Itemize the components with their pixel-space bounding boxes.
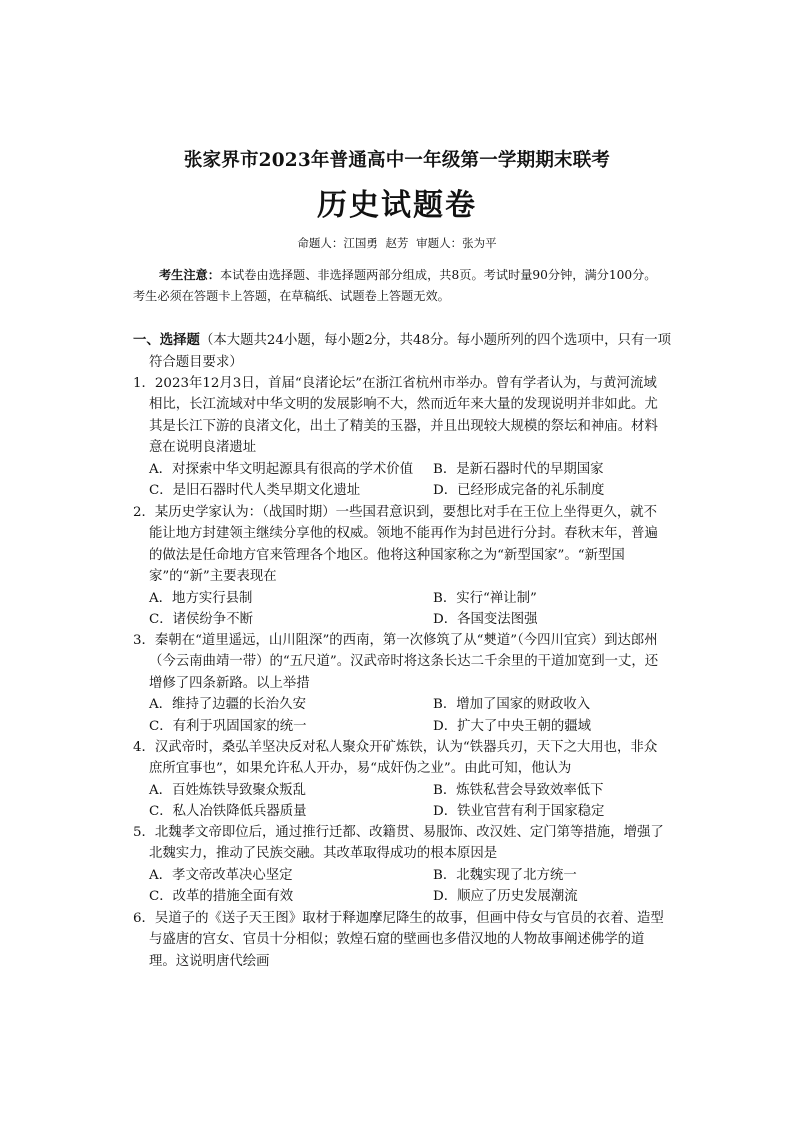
option-b: B．炼铁私营会导致效率低下 xyxy=(433,782,604,798)
option-b: B．是新石器时代的早期国家 xyxy=(433,461,604,477)
option-c: C．诸侯纷争不断 xyxy=(149,612,253,628)
question-stem: 3．秦朝在“道里遥远，山川阻深”的西南，第一次修筑了从“僰道”（今四川宜宾）到达郎州（今云南曲靖一带）的“五尺道”。汉武帝时将这条长达二千余里的干道加宽到一丈，还增修了四条新路。以上举措 xyxy=(133,633,659,691)
question-stem: 6．吴道子的《送子天王图》取材于释迦摩尼降生的故事，但画中侍女与官员的衣着、造型与盛唐的宫女、官员十分相似；敦煌石窟的壁画也多借汉地的人物故事阐述佛学的道理。这说明唐代绘画 xyxy=(133,911,664,969)
notice-text: 本试卷由选择题、非选择题两部分组成，共8页。考试时量90分钟，满分100分。考生必须在答题卡上答题，在草稿纸、试题卷上答题无效。 xyxy=(133,268,657,303)
option-a: A．对探索中华文明起源具有很高的学术价值 xyxy=(149,461,414,477)
question-1 xyxy=(133,373,668,501)
option-d: D．铁业官营有利于国家稳定 xyxy=(433,804,605,820)
option-d: D．顺应了历史发展潮流 xyxy=(433,889,578,905)
question-6 xyxy=(133,908,668,972)
option-c: C．私人冶铁降低兵器质量 xyxy=(149,804,307,820)
option-c: C．有利于巩固国家的统一 xyxy=(149,718,307,734)
option-b: B．北魏实现了北方统一 xyxy=(433,867,577,883)
question-stem: 2．某历史学家认为：（战国时期）一些国君意识到，要想比对手在王位上坐得更久，就不能让地方封建领主继续分享他的权威。领地不能再作为封邑进行分封。春秋末年，普遍的做法是任命地方官来管理各个地区。他将这种国家称之为“新型国家”。“新型国家”的“新”主要表现在 xyxy=(133,505,658,585)
option-d: D．各国变法图强 xyxy=(433,612,538,628)
question-2 xyxy=(133,502,668,630)
option-a: A．地方实行县制 xyxy=(149,590,253,606)
option-d: D．已经形成完备的礼乐制度 xyxy=(433,483,605,499)
question-stem: 1．2023年12月3日，首届“良渚论坛”在浙江省杭州市举办。曾有学者认为，与黄河流域相比，长江流域对中华文明的发展影响不大，然而近年来大量的发现说明并非如此。尤其是长江下游的良渚文化，出土了精美的玉器，并且出现较大规模的祭坛和神庙。材料意在说明良渚遗址 xyxy=(133,376,658,456)
question-5 xyxy=(133,822,668,908)
question-4 xyxy=(133,737,668,823)
option-a: A．维持了边疆的长治久安 xyxy=(149,697,306,713)
option-c: C．改革的措施全面有效 xyxy=(149,889,294,905)
subject-title: 历史试题卷 xyxy=(317,188,477,223)
option-a: A．百姓炼铁导致聚众叛乱 xyxy=(149,782,306,798)
section-label: 一、选择题 xyxy=(133,332,200,348)
option-c: C．是旧石器时代人类早期文化遗址 xyxy=(149,483,361,499)
question-3 xyxy=(133,630,668,737)
exam-notice xyxy=(133,265,663,307)
option-b: B．实行“禅让制” xyxy=(433,590,537,606)
question-stem: 5．北魏孝文帝即位后，通过推行迁都、改籍贯、易服饰、改汉姓、定门第等措施，增强了北魏实力，推动了民族交融。其改革取得成功的根本原因是 xyxy=(133,825,664,862)
authors-line: 命题人：江国勇 赵芳 审题人：张为平 xyxy=(297,236,497,250)
option-b: B．增加了国家的财政收入 xyxy=(433,697,591,713)
section-heading xyxy=(133,330,684,373)
section-text: （本大题共24小题，每小题2分，共48分。每小题所列的四个选项中，只有一项符合题目要求） xyxy=(149,333,672,370)
question-stem: 4．汉武帝时，桑弘羊坚决反对私人聚众开矿炼铁，认为“铁器兵刃，天下之大用也，非众庶所宜事也”，如果允许私人开办，易“成奸伪之业”。由此可知，他认为 xyxy=(133,740,658,777)
option-d: D．扩大了中央王朝的疆域 xyxy=(433,718,592,734)
exam-title: 张家界市2023年普通高中一年级第一学期期末联考 xyxy=(183,150,611,171)
option-a: A．孝文帝改革决心坚定 xyxy=(149,867,293,883)
notice-label: 考生注意： xyxy=(159,268,220,282)
